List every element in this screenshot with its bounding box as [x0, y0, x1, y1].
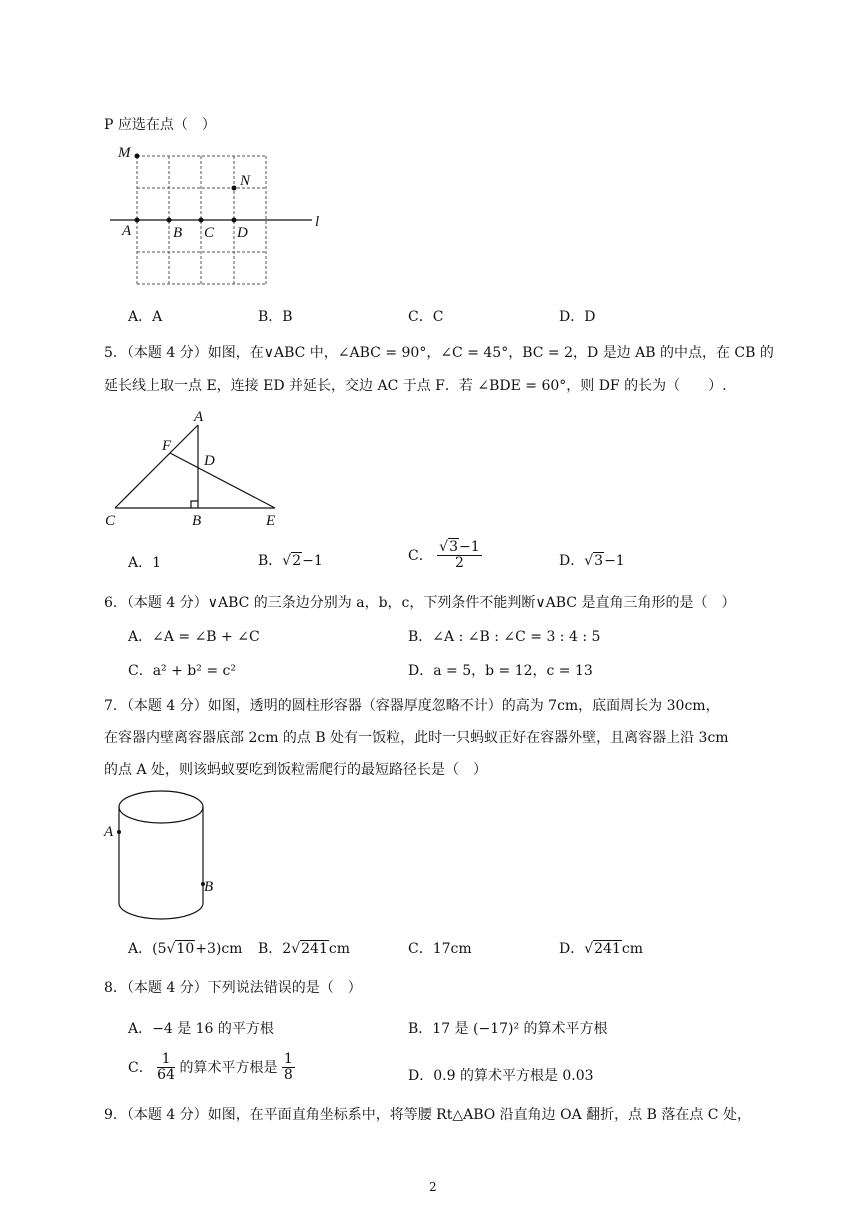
q5-triangle-figure	[100, 405, 300, 530]
q5-option-c-den: 2	[454, 555, 464, 572]
q8-option-c[interactable]	[128, 1052, 295, 1084]
q8-option-c-mid: 的算术平方根是	[179, 1059, 278, 1076]
q7-label-A: A	[104, 824, 114, 840]
q4-label-B: B	[173, 225, 183, 241]
q8-option-c-den2: 8	[283, 1067, 293, 1084]
q5-option-c-num-suffix: −1	[459, 539, 480, 555]
q8-option-c-den1: 64	[157, 1067, 175, 1084]
q4-label-A: A	[122, 223, 132, 239]
q9-stem: 9．（本题 4 分）如图，在平面直角坐标系中，将等腰 Rt△ABO 沿直角边 OA 翻折，点 B 落在点 C 处，	[104, 1107, 751, 1123]
q5-option-c-num-radicand: 3	[449, 539, 459, 555]
q5-option-b-radicand: 2	[292, 553, 302, 569]
q6-option-b[interactable]: B．∠A : ∠B : ∠C = 3 : 4 : 5	[408, 629, 601, 645]
q7-option-a[interactable]	[128, 938, 242, 958]
q7-option-b-suffix: cm	[328, 941, 350, 957]
sqrt-icon: √	[282, 553, 292, 569]
q8-option-c-num1: 1	[157, 1052, 175, 1068]
q4-label-C: C	[204, 225, 215, 241]
q4-label-l: l	[315, 214, 320, 230]
q5-label-D: D	[204, 453, 215, 469]
q7-label-B: B	[204, 879, 214, 895]
q7-stem-line3: 的点 A 处，则该蚂蚁要吃到饭粒需爬行的最短路径长是（ ）	[104, 762, 488, 778]
q7-option-d-suffix: cm	[621, 941, 644, 957]
sqrt-icon: √	[584, 941, 594, 957]
q4-label-M: M	[118, 145, 131, 161]
q7-stem-line1: 7．（本题 4 分）如图，透明的圆柱形容器（容器厚度忽略不计）的高为 7cm，底面周长为 30cm，	[104, 698, 720, 714]
q5-option-b[interactable]	[258, 550, 323, 570]
q5-label-F: F	[162, 438, 172, 454]
page-number: 2	[429, 1180, 437, 1194]
q5-label-B: B	[192, 513, 202, 529]
q4-grid-figure	[100, 140, 430, 290]
q8-option-c-prefix: C．	[128, 1059, 153, 1076]
q8-option-b[interactable]: B．17 是 (−17)² 的算术平方根	[408, 1021, 608, 1037]
q7-option-d[interactable]	[559, 938, 643, 958]
q8-option-a[interactable]: A．−4 是 16 的平方根	[128, 1021, 274, 1037]
q8-option-d[interactable]: D．0.9 的算术平方根是 0.03	[408, 1068, 594, 1084]
q5-option-c-prefix: C．	[408, 547, 433, 564]
sqrt-icon: √	[166, 941, 176, 957]
q4-label-N: N	[240, 173, 251, 189]
q6-option-c[interactable]: C．a² + b² = c²	[128, 663, 236, 679]
q5-option-b-prefix: B．	[258, 553, 283, 569]
q4-tail: P 应选在点（ ）	[104, 117, 216, 133]
q5-option-d-prefix: D．	[559, 553, 585, 569]
q7-option-a-suffix: +3)cm	[195, 941, 243, 957]
q4-option-c[interactable]: C．C	[408, 309, 444, 325]
q4-label-D: D	[237, 225, 248, 241]
q5-option-c[interactable]	[408, 540, 482, 572]
q8-option-c-num2: 1	[283, 1051, 293, 1067]
q7-option-a-radicand: 10	[176, 941, 195, 957]
sqrt-icon: √	[291, 941, 301, 957]
q4-option-b[interactable]: B．B	[258, 309, 293, 325]
q5-stem-line1: 5．（本题 4 分）如图，在∨ABC 中，∠ABC = 90°，∠C = 45°，BC = 2，D 是边 AB 的中点，在 CB 的	[104, 345, 774, 361]
q7-option-b[interactable]	[258, 938, 350, 958]
q5-label-C: C	[105, 513, 116, 529]
q5-option-c-fraction	[437, 540, 481, 572]
q7-option-b-prefix: B．2	[258, 941, 292, 957]
q5-option-a[interactable]: A．1	[128, 555, 162, 571]
q5-option-d[interactable]	[559, 550, 625, 570]
q7-cylinder-figure	[100, 785, 230, 930]
q7-stem-line2: 在容器内壁离容器底部 2cm 的点 B 处有一饭粒，此时一只蚂蚁正好在容器外壁，且离容器上沿 3cm	[104, 730, 729, 746]
q4-option-d[interactable]: D．D	[559, 309, 596, 325]
q5-label-A: A	[194, 409, 204, 425]
q5-stem-line2: 延长线上取一点 E，连接 ED 并延长，交边 AC 于点 F．若 ∠BDE = 60°，则 DF 的长为（ ）.	[104, 378, 727, 394]
sqrt-icon: √	[584, 553, 594, 569]
q7-option-c[interactable]: C．17cm	[408, 941, 472, 957]
q6-stem: 6．（本题 4 分）∨ABC 的三条边分别为 a，b，c，下列条件不能判断∨ABC 是直角三角形的是（ ）	[104, 595, 736, 611]
q8-stem: 8．（本题 4 分）下列说法错误的是（ ）	[104, 980, 362, 996]
q8-option-c-fraction-1	[157, 1052, 175, 1084]
q5-label-E: E	[266, 513, 276, 529]
q7-option-a-prefix: A．(5	[128, 941, 167, 957]
q5-option-d-suffix: −1	[604, 553, 625, 569]
sqrt-icon: √	[439, 539, 449, 555]
q7-option-d-radicand: 241	[594, 941, 621, 957]
q6-option-a[interactable]: A．∠A = ∠B + ∠C	[128, 629, 260, 645]
q7-option-b-radicand: 241	[301, 941, 328, 957]
q6-option-d[interactable]: D．a = 5，b = 12，c = 13	[408, 663, 593, 679]
q8-option-c-fraction-2	[282, 1052, 295, 1084]
q5-option-d-radicand: 3	[594, 553, 604, 569]
q4-option-a[interactable]: A．A	[128, 309, 163, 325]
q7-option-d-prefix: D．	[559, 941, 585, 957]
q5-option-b-suffix: −1	[302, 553, 323, 569]
